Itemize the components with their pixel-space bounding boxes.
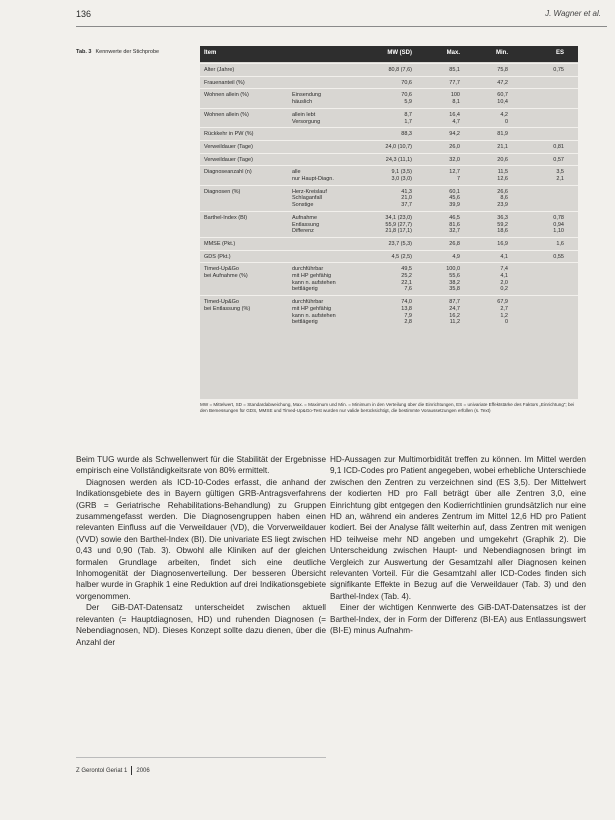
data-table — [200, 46, 578, 399]
body-paragraph: HD-Aussagen zur Multimorbidität treffen zu können. Im Mittel werden 9,1 ICD-Codes pro Patient angegeben, wobei erhebliche Unterschiede zwischen den Zentren zu verzeichnen sind (ES 3,5). Der Mittelwert der kodierten HD pro Fall beträgt über alle Zentren 3,0, eine Einrichtung gibt entgegen den Kodierrichtlinien grundsätzlich nur eine HD an, während ein anderes Zentrum im Mittel 12,6 HD pro Patient kodiert. Bei der Analyse fällt weiterhin auf, dass Zentren mit wenigen HD teilweise mehr ND angeben und umgekehrt (Graphik 2). Die Unterscheidung zwischen Haupt- und Nebendiagnosen bringt im Vergleich zur Auswertung der Gesamtzahl aller Diagnosen keinen relevanten Vorteil. Für die Gesamtzahl aller ICD-Codes finden sich signifikante Effekte in Bezug auf die Verweildauer (Tab. 3) und den Barthel-Index (Tab. 4). — [330, 455, 586, 601]
table-row — [200, 108, 578, 128]
table-cell: Rückkehr in PW (%) — [204, 131, 254, 138]
footer-rule — [76, 757, 326, 758]
table-cell: 7,4 4,1 2,0 0,2 — [500, 266, 508, 293]
table-cell: MMSE (Pkt.) — [204, 240, 236, 247]
table-cell: Frauenanteil (%) — [204, 79, 245, 86]
table-cell: 60,1 45,6 39,9 — [449, 188, 460, 209]
table-cell: 3,5 2,1 — [556, 169, 564, 182]
table-cell: 94,2 — [449, 131, 460, 138]
table-row — [200, 250, 578, 264]
table-cell: 16,4 4,7 — [449, 111, 460, 125]
table-cell: 47,2 — [497, 79, 508, 86]
table-cell: 77,7 — [449, 79, 460, 86]
table-cell: Barthel-Index (BI) — [204, 214, 248, 221]
table-header-row — [200, 46, 578, 62]
table-row — [200, 211, 578, 238]
table-cell: 21,1 — [497, 143, 508, 150]
table-cell: 16,9 — [497, 240, 508, 247]
table-cell: 0,78 0,94 1,10 — [553, 214, 564, 235]
table-cell: Wohnen allein (%) — [204, 92, 249, 99]
table-cell: Herz-Kreislauf Schlaganfall Sonstige — [292, 188, 327, 209]
table-header-cell: Min. — [496, 50, 508, 56]
body-column-left — [76, 454, 326, 648]
table-cell: 74,0 13,8 7,9 2,8 — [401, 299, 412, 326]
table-cell: 67,9 2,7 1,2 0 — [497, 299, 508, 326]
table-row — [200, 76, 578, 90]
table-cell: 34,1 (23,0) 55,9 (27,7) 21,8 (17,1) — [385, 214, 412, 235]
table-row — [200, 295, 578, 329]
table-cell: 60,7 10,4 — [497, 92, 508, 106]
table-cell: 100,0 55,6 38,2 35,8 — [446, 266, 460, 293]
table-caption — [76, 49, 196, 56]
table-caption-label: Tab. 3 — [76, 49, 92, 55]
table-cell: GDS (Pkt.) — [204, 253, 231, 260]
table-row — [200, 88, 578, 108]
table-cell: 9,1 (3,5) 3,0 (3,0) — [391, 169, 412, 182]
table-cell: Verweildauer (Tage) — [204, 143, 253, 150]
body-paragraph: Einer der wichtigen Kennwerte des GiB-DAT-Datensatzes ist der Barthel-Index, der in Form der Differenz (BI-EA) aus Entlassungswert (BI-E) minus Aufnahm- — [330, 603, 586, 636]
table-cell: 70,6 5,9 — [401, 92, 412, 106]
table-cell: 70,6 — [401, 79, 412, 86]
table-cell: 46,5 81,6 32,7 — [449, 214, 460, 235]
table-cell: 0,75 — [553, 67, 564, 73]
table-row — [200, 262, 578, 296]
table-cell: 24,3 (11,1) — [385, 156, 412, 163]
table-header-cell: Item — [204, 50, 217, 56]
table-footnote: MW = Mittelwert, SD = Standardabweichung, Max. = Maximum und Min. = Minimum in den Verteilung über die Einrichtungen, ES = univariate Effektstärke des Faktors „Einrichtung“; bei den Bemessungen für GDS, MMSE und Timed-Up&Go-Test wurden nur valide berücksichtigt, die bestimmte Voraussetzungen erfüllen (s. Text) — [200, 402, 575, 414]
table-cell: 87,7 24,7 16,2 11,2 — [449, 299, 460, 326]
body-column-right — [330, 454, 586, 637]
table-cell: 26,8 — [449, 240, 460, 247]
table-cell: allein lebt Versorgung — [292, 111, 321, 125]
table-cell: 81,9 — [497, 131, 508, 138]
header-rule — [76, 26, 607, 27]
table-cell: 4,2 0 — [500, 111, 508, 125]
table-cell: 41,3 21,0 37,7 — [401, 188, 412, 209]
table-cell: 32,0 — [449, 156, 460, 163]
table-cell: 49,5 25,2 22,1 7,6 — [401, 266, 412, 293]
table-cell: Diagnosen (%) — [204, 188, 241, 195]
table-cell: 26,0 — [449, 143, 460, 150]
table-cell: 80,8 (7,6) — [388, 67, 412, 73]
table-cell: 4,9 — [452, 253, 460, 260]
table-cell: 24,0 (10,7) — [385, 143, 412, 150]
table-header-cell: Max. — [446, 50, 460, 56]
table-cell: Wohnen allein (%) — [204, 111, 249, 118]
table-cell: 0,55 — [553, 253, 564, 260]
footer-journal: Z Gerontol Geriat 1 — [76, 768, 128, 775]
table-cell: 1,6 — [556, 240, 564, 247]
table-cell: 100 8,1 — [450, 92, 460, 106]
table-row — [200, 237, 578, 251]
table-cell: 4,5 (2,5) — [391, 253, 412, 260]
table-cell: 20,6 — [497, 156, 508, 163]
table-cell: 11,5 12,6 — [497, 169, 508, 182]
table-cell: 0,81 — [553, 143, 564, 150]
table-row — [200, 165, 578, 185]
running-head: J. Wagner et al. — [545, 9, 601, 18]
footer-year: 2006 — [136, 768, 150, 775]
table-cell: Alter (Jahre) — [204, 67, 235, 73]
table-cell: Einsendung häuslich — [292, 92, 322, 106]
table-cell: 26,6 8,6 23,9 — [497, 188, 508, 209]
table-cell: durchführbar mit HP gehfähig kann n. aufstehen bettlägerig — [292, 266, 336, 293]
table-cell: 4,1 — [500, 253, 508, 260]
footer-divider — [131, 766, 132, 775]
table-cell: Timed-Up&Go bei Aufnahme (%) — [204, 266, 248, 279]
body-paragraph: Beim TUG wurde als Schwellenwert für die Stabilität der Ergebnisse empirisch eine Vollständigkeitsrate von 80% ermittelt. — [76, 455, 326, 476]
table-header-cell: ES — [555, 50, 564, 56]
table-cell: 23,7 (5,3) — [388, 240, 412, 247]
table-row — [200, 140, 578, 154]
body-paragraph: Diagnosen werden als ICD-10-Codes erfasst, die anhand der Indikationsgebiete des in Bayern gültigen GRB-Antragsverfahrens (GRB = Geriatrische Rehabilitations-Behandlung) zu Gruppen zusammengefasst werden. Die Diagnosengruppen haben einen relevanten Einfluss auf die Verweildauer (VD), die Vorverweildauer (VVD) sowie den Barthel-Index (BI). Die univariate ES liegt zwischen 0,43 und 0,90 (Tab. 3). Obwohl alle Kliniken auf der gleichen formalen Grundlage arbeiten, findet sich eine deutliche Inhomogenität der Diagnosenverteilung. Der besseren Übersicht halber wurde in Graphik 1 eine Reduktion auf drei Indikationsgebiete vorgenommen. — [76, 477, 326, 601]
body-paragraph: Der GiB-DAT-Datensatz unterscheidet zwischen aktuell relevanten (= Hauptdiagnosen, HD) und ruhenden Diagnosen (= Nebendiagnosen, ND). Dieses Konzept sollte dazu dienen, über die Anzahl der — [76, 603, 326, 647]
table-row — [200, 153, 578, 167]
table-cell: durchführbar mit HP gehfähig kann n. aufstehen bettlägerig — [292, 299, 336, 326]
table-row — [200, 63, 578, 77]
table-cell: 8,7 1,7 — [404, 111, 412, 125]
table-cell: 85,1 — [449, 67, 460, 73]
table-cell: alle nur Haupt-Diagn. — [292, 169, 334, 182]
table-row — [200, 127, 578, 141]
table-cell: 12,7 7 — [449, 169, 460, 182]
page-footer — [76, 766, 150, 775]
table-cell: Verweildauer (Tage) — [204, 156, 253, 163]
table-cell: 88,3 — [401, 131, 412, 138]
table-row — [200, 185, 578, 212]
table-cell: Aufnahme Entlassung Differenz — [292, 214, 320, 235]
page-number: 136 — [76, 9, 92, 19]
table-cell: 36,3 59,2 18,6 — [497, 214, 508, 235]
table-cell: 75,8 — [497, 67, 508, 73]
table-cell: Diagnoseanzahl (n) — [204, 169, 252, 176]
table-cell: 0,57 — [553, 156, 564, 163]
table-header-cell: MW (SD) — [387, 50, 412, 56]
table-cell: Timed-Up&Go bei Entlassung (%) — [204, 299, 251, 312]
table-caption-text: Kennwerte der Stichprobe — [95, 49, 160, 55]
